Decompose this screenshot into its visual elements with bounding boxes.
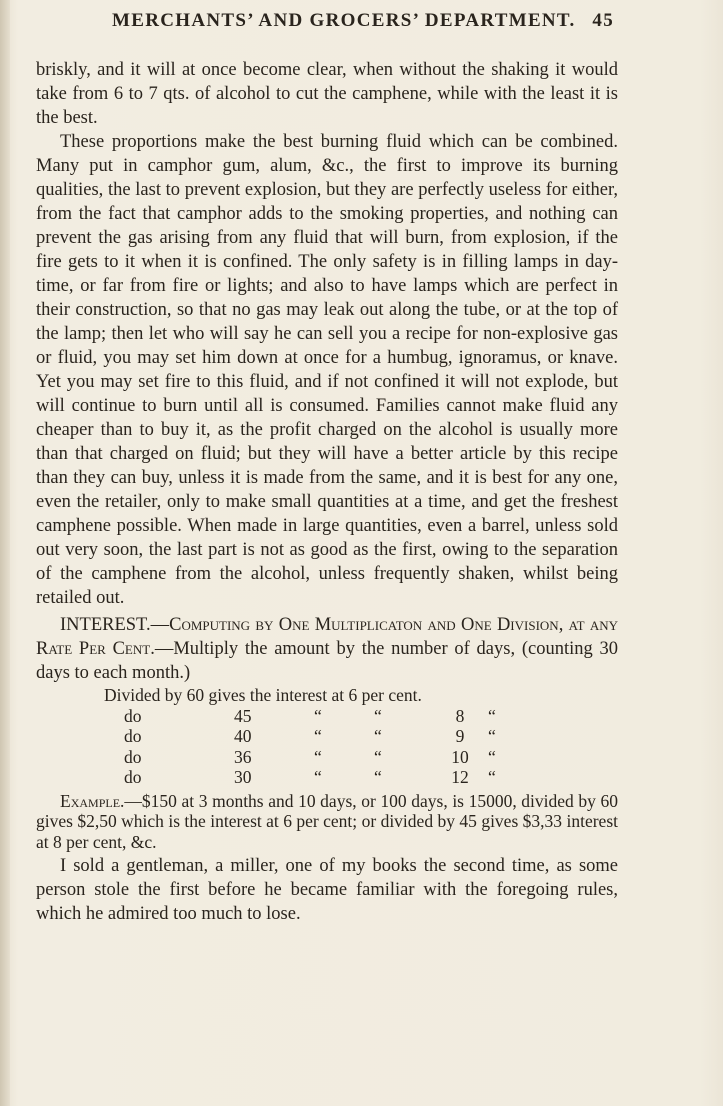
table-row: [104, 747, 618, 768]
page-binding-edge: [0, 0, 10, 1106]
table-cell-ditto: “: [488, 767, 496, 787]
table-row: [104, 706, 618, 727]
interest-instructions: —Multiply the amount by the number of days, (counting 30 days to each month.): [36, 639, 618, 683]
body-text: [36, 58, 618, 926]
running-header: [112, 10, 632, 38]
header-title: MERCHANTS’ AND GROCERS’ DEPARTMENT.: [112, 10, 576, 31]
table-cell-label: do: [124, 705, 142, 726]
table-cell-ditto: “: [488, 746, 496, 767]
table-cell-label: do: [124, 767, 142, 787]
table-cell-ditto: “: [314, 726, 322, 746]
interest-heading: INTEREST.—Computing by One Multiplicaton and One Division, at any Rate Per Cent.: [36, 615, 618, 659]
table-cell-label: do: [124, 726, 142, 746]
table-cell-ditto: “: [374, 705, 382, 726]
table-rate: 6: [348, 685, 358, 705]
table-cell-divisor: 45: [234, 705, 252, 726]
table-cell-divisor: 36: [234, 746, 252, 767]
interest-section: [36, 613, 618, 685]
example-label: Example.: [60, 790, 125, 811]
table-cell-rate: 12: [451, 767, 469, 787]
table-gives: gives the interest at: [208, 685, 345, 705]
table-cell-ditto: “: [488, 705, 496, 726]
table-cell-ditto: “: [314, 705, 322, 726]
table-cell-ditto: “: [374, 767, 382, 787]
table-divisor: 60: [186, 685, 205, 705]
paragraph-continuation: briskly, and it will at once become clear, when without the shaking it would take from 6 to 7 qts. of alcohol to cut the camphene, while with the least it is the best.: [36, 60, 618, 128]
paragraph-burning-fluid: These proportions make the best burning fluid which can be combined. Many put in camphor gum, alum, &c., the first to improve its burning qualities, the last to prevent explosion, but they are perfectly useless for either, from the fact that camphor adds to the smoking properties, and nothing can prevent the gas arising from any fluid that will burn, from explosion, if the fire gets to it when it is confined. The only safety is in filling lamps in day-time, or far from fire or lights; and also to have lamps which are perfect in their construction, so that no gas may leak out along the tube, or at the top of the lamp; then let who will say he can sell you a recipe for non-explosive gas or fluid, you may set him down at once for a humbug, ignoramus, or knave. Yet you may set fire to this fluid, and if not confined it will not explode, but will continue to burn until all is consumed. Families cannot make fluid any cheaper than to buy it, as the profit charged on the alcohol is usually more than that charged on fluid; but they will have a better article by this recipe than they can buy, unless it is made from the same, and it is best for any one, even the retailer, only to make small quantities at a time, and get the freshest camphene possible. When made in large quantities, even a barrel, unless sold out very soon, the last part is not as good as the first, owing to the separation of the camphene from the alcohol, unless frequently shaken, whilst being retailed out.: [36, 132, 618, 608]
interest-table: [104, 685, 618, 788]
example-text: —$150 at 3 months and 10 days, or 100 days, is 15000, divided by 60 gives $2,50 which is the interest at 6 per cent; or divided by 45 gives $3,33 interest at 8 per cent, &c.: [36, 790, 618, 852]
table-cell-divisor: 40: [234, 726, 252, 746]
table-row: [104, 767, 618, 788]
table-lead: Divided by: [104, 685, 183, 705]
table-cell-label: do: [124, 746, 142, 767]
example-paragraph: [36, 791, 618, 853]
table-cell-rate: 9: [455, 726, 465, 746]
paragraph-miller-anecdote: I sold a gentleman, a miller, one of my books the second time, as some person stole the first before he became familiar with the foregoing rules, which he admired too much to lose.: [36, 856, 618, 924]
table-row: [104, 685, 618, 706]
table-cell-rate: 10: [451, 746, 469, 767]
table-cell-ditto: “: [488, 726, 496, 746]
table-cell-ditto: “: [374, 726, 382, 746]
table-cell-divisor: 30: [234, 767, 252, 787]
table-cell-rate: 8: [455, 705, 465, 726]
table-row: [104, 726, 618, 747]
table-cell-ditto: “: [374, 746, 382, 767]
table-cell-ditto: “: [314, 746, 322, 767]
page-number: 45: [592, 10, 614, 31]
table-cell-ditto: “: [314, 767, 322, 787]
table-suffix: per cent.: [361, 685, 422, 705]
